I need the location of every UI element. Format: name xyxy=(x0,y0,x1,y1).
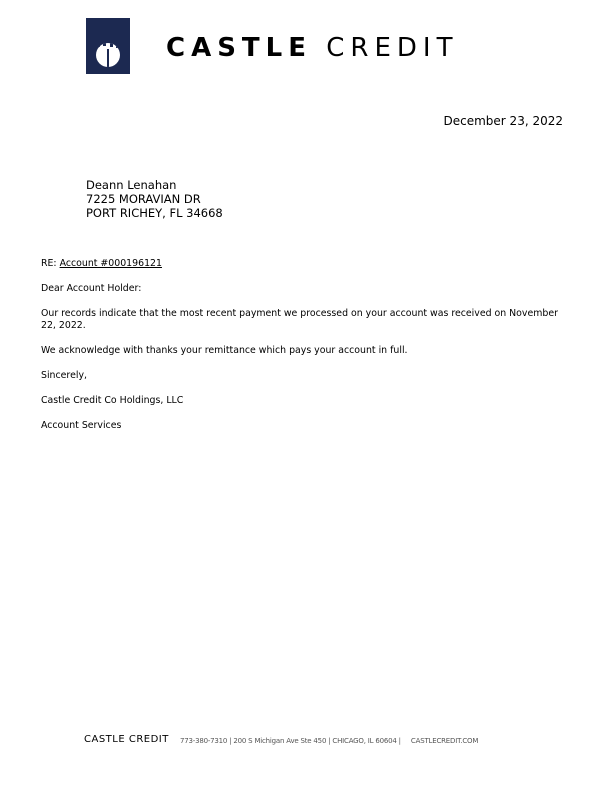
letter-date: December 23, 2022 xyxy=(443,114,563,128)
footer-brand: CASTLE CREDIT xyxy=(84,734,169,745)
account-reference: Account #000196121 xyxy=(59,258,162,269)
paragraph-payment: Our records indicate that the most recent payment we processed on your account was received on November 22, 2022. xyxy=(41,308,558,331)
brand-wordmark xyxy=(166,30,458,66)
logo xyxy=(86,18,130,74)
recipient-address xyxy=(86,178,223,220)
salutation: Dear Account Holder: xyxy=(41,283,142,294)
footer-contact: 773-380-7310 | 200 S Michigan Ave Ste 450 | CHICAGO, IL 60604 | CASTLECREDIT.COM xyxy=(180,737,479,745)
company-name: Castle Credit Co Holdings, LLC xyxy=(41,395,184,406)
brand-light: CREDIT xyxy=(326,33,459,63)
closing: Sincerely, xyxy=(41,370,87,381)
department: Account Services xyxy=(41,420,122,431)
brand-bold: CASTLE xyxy=(166,33,312,63)
recipient-name: Deann Lenahan xyxy=(86,178,177,192)
letter-body xyxy=(41,258,573,432)
castle-tower-icon xyxy=(86,18,130,74)
recipient-city: PORT RICHEY, FL 34668 xyxy=(86,206,223,220)
recipient-street: 7225 MORAVIAN DR xyxy=(86,192,201,206)
paragraph-acknowledge: We acknowledge with thanks your remittance which pays your account in full. xyxy=(41,345,408,356)
re-line xyxy=(41,258,573,270)
re-label: RE: xyxy=(41,258,57,269)
